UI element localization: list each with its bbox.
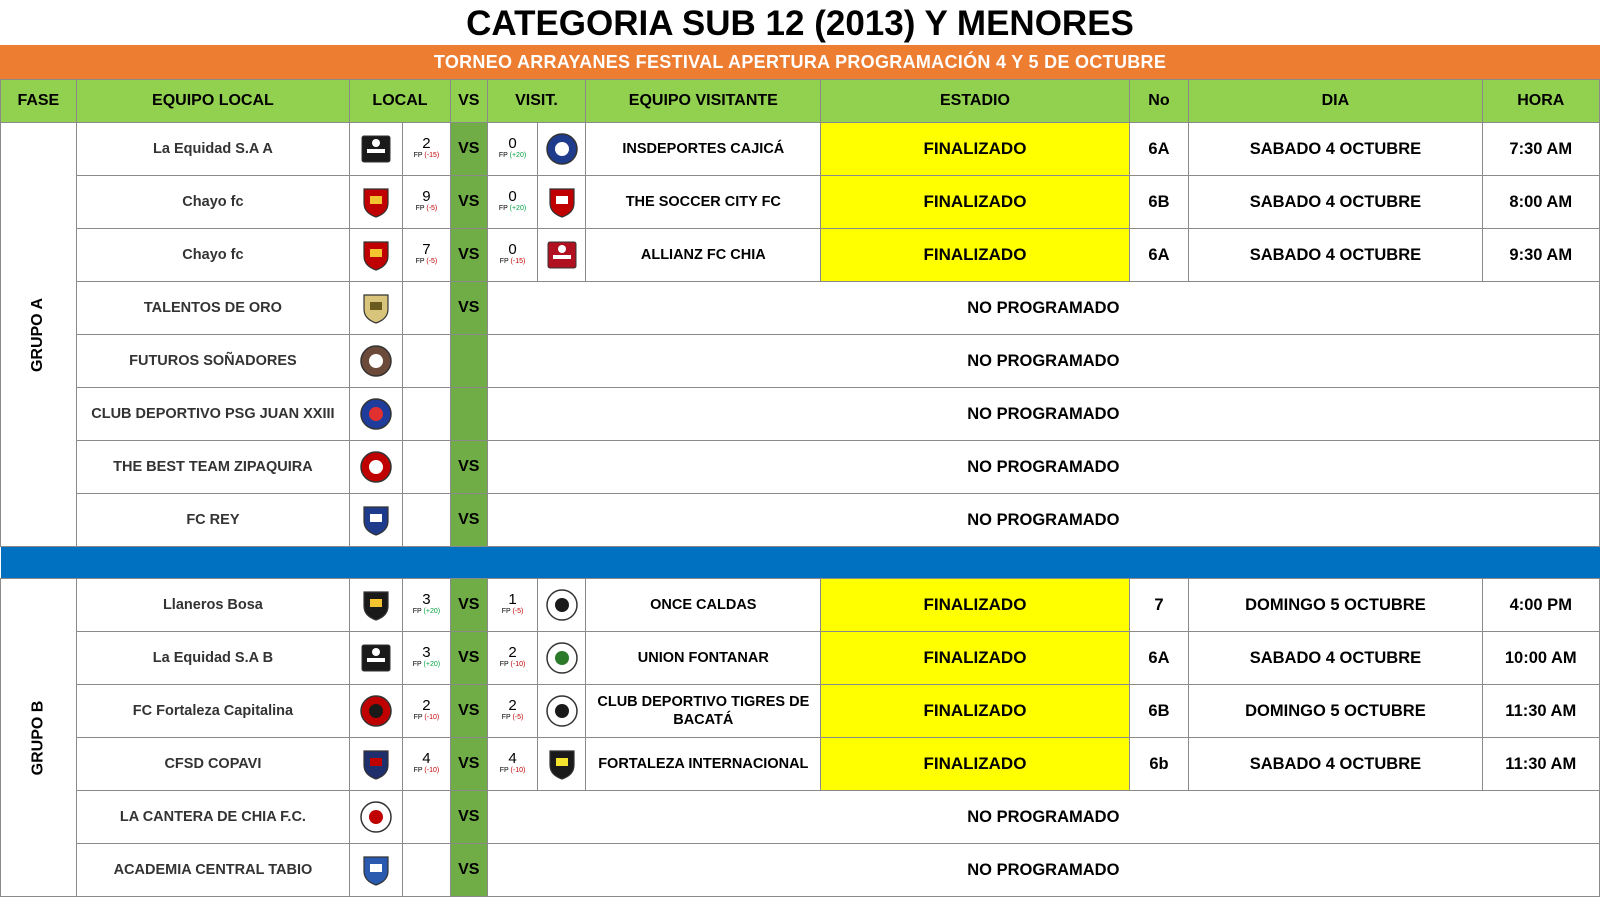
group-label: GRUPO A <box>29 297 47 372</box>
header-no: No <box>1129 80 1189 123</box>
field-number: 6B <box>1129 685 1189 738</box>
fair-play-value: (-15) <box>510 257 526 265</box>
match-status: FINALIZADO <box>821 685 1129 738</box>
visit-score: 0 FP (-15) <box>487 229 538 282</box>
match-row <box>1 791 1600 844</box>
match-status: FINALIZADO <box>821 229 1129 282</box>
match-row <box>1 441 1600 494</box>
match-time: 10:00 AM <box>1482 632 1599 685</box>
field-number: 6B <box>1129 176 1189 229</box>
vs-label: VS <box>450 441 487 494</box>
local-logo-cell <box>350 282 403 335</box>
visit-score: 1 FP (-5) <box>487 579 538 632</box>
vs-label: VS <box>450 494 487 547</box>
equidad-crest-icon <box>359 641 393 675</box>
header-row <box>1 80 1600 123</box>
cantera-crest-icon <box>359 800 393 834</box>
match-day: SABADO 4 OCTUBRE <box>1189 229 1482 282</box>
match-day: SABADO 4 OCTUBRE <box>1189 123 1482 176</box>
visit-score: 2 FP (-10) <box>487 632 538 685</box>
match-row <box>1 176 1600 229</box>
local-logo-cell <box>350 844 403 897</box>
allianz-crest-icon <box>545 238 579 272</box>
local-team-name: CLUB DEPORTIVO PSG JUAN XXIII <box>76 388 350 441</box>
match-status: NO PROGRAMADO <box>487 282 1599 335</box>
fair-play-value: (-5) <box>512 607 524 615</box>
local-score: 9 FP (-5) <box>403 176 451 229</box>
match-row <box>1 335 1600 388</box>
local-team-name: CFSD COPAVI <box>76 738 350 791</box>
visit-score: 0 FP (+20) <box>487 176 538 229</box>
chayo-crest-icon <box>359 185 393 219</box>
field-number: 6A <box>1129 229 1189 282</box>
match-time: 8:00 AM <box>1482 176 1599 229</box>
match-row <box>1 123 1600 176</box>
once-caldas-crest-icon <box>545 588 579 622</box>
local-logo-cell <box>350 791 403 844</box>
match-row <box>1 685 1600 738</box>
header-local: LOCAL <box>350 80 451 123</box>
match-time: 11:30 AM <box>1482 738 1599 791</box>
match-status: FINALIZADO <box>821 579 1129 632</box>
local-team-name: Chayo fc <box>76 176 350 229</box>
group-a-body <box>1 123 1600 547</box>
match-day: SABADO 4 OCTUBRE <box>1189 176 1482 229</box>
match-status: NO PROGRAMADO <box>487 335 1599 388</box>
visit-team-name: INSDEPORTES CAJICÁ <box>586 123 821 176</box>
local-score <box>403 494 451 547</box>
fair-play-value: (+20) <box>423 660 441 668</box>
local-team-name: La Equidad S.A A <box>76 123 350 176</box>
match-row <box>1 388 1600 441</box>
local-team-name: LA CANTERA DE CHIA F.C. <box>76 791 350 844</box>
visit-logo-cell <box>538 632 586 685</box>
match-row <box>1 494 1600 547</box>
local-logo-cell <box>350 441 403 494</box>
soccer-city-crest-icon <box>545 185 579 219</box>
vs-label: VS <box>450 685 487 738</box>
local-team-name: Chayo fc <box>76 229 350 282</box>
match-status: NO PROGRAMADO <box>487 388 1599 441</box>
page-title: CATEGORIA SUB 12 (2013) Y MENORES <box>466 4 1134 43</box>
fair-play-value: (-10) <box>510 766 526 774</box>
match-row <box>1 632 1600 685</box>
header-time: HORA <box>1482 80 1599 123</box>
visit-logo-cell <box>538 738 586 791</box>
local-score: 2 FP (-10) <box>403 685 451 738</box>
psg-crest-icon <box>359 397 393 431</box>
local-logo-cell <box>350 335 403 388</box>
fc-rey-crest-icon <box>359 503 393 537</box>
fortaleza-capitalina-crest-icon <box>359 694 393 728</box>
header-vs: VS <box>450 80 487 123</box>
field-number: 7 <box>1129 579 1189 632</box>
match-status: FINALIZADO <box>821 123 1129 176</box>
copavi-crest-icon <box>359 747 393 781</box>
fair-play-value: (-5) <box>426 257 438 265</box>
match-day: DOMINGO 5 OCTUBRE <box>1189 685 1482 738</box>
local-logo-cell <box>350 632 403 685</box>
match-row <box>1 579 1600 632</box>
local-score: 3 FP (+20) <box>403 579 451 632</box>
match-row <box>1 229 1600 282</box>
visit-team-name: CLUB DEPORTIVO TIGRES DE BACATÁ <box>586 685 821 738</box>
local-score: 4 FP (-10) <box>403 738 451 791</box>
fair-play-value: (+20) <box>509 151 527 159</box>
tigres-bacata-crest-icon <box>545 694 579 728</box>
vs-label <box>450 388 487 441</box>
match-row <box>1 738 1600 791</box>
visit-logo-cell <box>538 685 586 738</box>
visit-score: 4 FP (-10) <box>487 738 538 791</box>
fair-play-value: (-10) <box>510 660 526 668</box>
group-label-cell <box>1 579 77 897</box>
match-status: NO PROGRAMADO <box>487 844 1599 897</box>
local-score <box>403 335 451 388</box>
best-team-crest-icon <box>359 450 393 484</box>
field-number: 6b <box>1129 738 1189 791</box>
group-separator <box>1 547 1600 579</box>
insdeportes-crest-icon <box>545 132 579 166</box>
match-time: 4:00 PM <box>1482 579 1599 632</box>
group-label: GRUPO B <box>29 700 47 775</box>
local-team-name: FC REY <box>76 494 350 547</box>
union-fontanar-crest-icon <box>545 641 579 675</box>
local-logo-cell <box>350 738 403 791</box>
fair-play-value: (+20) <box>423 607 441 615</box>
tournament-banner: TORNEO ARRAYANES FESTIVAL APERTURA PROGRAMACIÓN 4 Y 5 DE OCTUBRE <box>0 45 1600 79</box>
local-score <box>403 282 451 335</box>
fair-play-value: (-10) <box>424 713 440 721</box>
visit-score: 0 FP (+20) <box>487 123 538 176</box>
local-score <box>403 388 451 441</box>
header-day: DIA <box>1189 80 1482 123</box>
vs-label: VS <box>450 579 487 632</box>
visit-team-name: THE SOCCER CITY FC <box>586 176 821 229</box>
local-score <box>403 441 451 494</box>
match-day: SABADO 4 OCTUBRE <box>1189 738 1482 791</box>
local-logo-cell <box>350 176 403 229</box>
header-fase: FASE <box>1 80 77 123</box>
header-local-team: EQUIPO LOCAL <box>76 80 350 123</box>
academia-tabio-crest-icon <box>359 853 393 887</box>
match-time: 9:30 AM <box>1482 229 1599 282</box>
local-team-name: Llaneros Bosa <box>76 579 350 632</box>
match-time: 7:30 AM <box>1482 123 1599 176</box>
local-score <box>403 844 451 897</box>
visit-logo-cell <box>538 123 586 176</box>
local-score: 7 FP (-5) <box>403 229 451 282</box>
fair-play-value: (-5) <box>512 713 524 721</box>
visit-team-name: ONCE CALDAS <box>586 579 821 632</box>
chayo-crest-icon <box>359 238 393 272</box>
talentos-crest-icon <box>359 291 393 325</box>
local-team-name: TALENTOS DE ORO <box>76 282 350 335</box>
local-score: 2 FP (-15) <box>403 123 451 176</box>
visit-logo-cell <box>538 579 586 632</box>
match-time: 11:30 AM <box>1482 685 1599 738</box>
fortaleza-internacional-crest-icon <box>545 747 579 781</box>
local-logo-cell <box>350 229 403 282</box>
fair-play-value: (-10) <box>424 766 440 774</box>
field-number: 6A <box>1129 632 1189 685</box>
match-status: NO PROGRAMADO <box>487 791 1599 844</box>
header-visit-team: EQUIPO VISITANTE <box>586 80 821 123</box>
visit-score: 2 FP (-5) <box>487 685 538 738</box>
group-separator-bar <box>1 547 1600 579</box>
local-logo-cell <box>350 494 403 547</box>
match-day: DOMINGO 5 OCTUBRE <box>1189 579 1482 632</box>
local-logo-cell <box>350 388 403 441</box>
visit-team-name: UNION FONTANAR <box>586 632 821 685</box>
vs-label: VS <box>450 123 487 176</box>
vs-label: VS <box>450 282 487 335</box>
vs-label: VS <box>450 229 487 282</box>
match-row <box>1 282 1600 335</box>
match-status: FINALIZADO <box>821 738 1129 791</box>
match-row <box>1 844 1600 897</box>
match-status: NO PROGRAMADO <box>487 441 1599 494</box>
group-label-cell <box>1 123 77 547</box>
local-score <box>403 791 451 844</box>
vs-label: VS <box>450 844 487 897</box>
match-status: FINALIZADO <box>821 176 1129 229</box>
match-status: FINALIZADO <box>821 632 1129 685</box>
header-stadium: ESTADIO <box>821 80 1129 123</box>
local-team-name: FC Fortaleza Capitalina <box>76 685 350 738</box>
vs-label: VS <box>450 176 487 229</box>
local-team-name: La Equidad S.A B <box>76 632 350 685</box>
vs-label: VS <box>450 738 487 791</box>
visit-team-name: FORTALEZA INTERNACIONAL <box>586 738 821 791</box>
vs-label: VS <box>450 632 487 685</box>
visit-logo-cell <box>538 229 586 282</box>
local-logo-cell <box>350 123 403 176</box>
match-day: SABADO 4 OCTUBRE <box>1189 632 1482 685</box>
visit-team-name: ALLIANZ FC CHIA <box>586 229 821 282</box>
fair-play-value: (-15) <box>424 151 440 159</box>
local-team-name: THE BEST TEAM ZIPAQUIRA <box>76 441 350 494</box>
vs-label <box>450 335 487 388</box>
llaneros-crest-icon <box>359 588 393 622</box>
fair-play-value: (-5) <box>426 204 438 212</box>
vs-label: VS <box>450 791 487 844</box>
local-team-name: FUTUROS SOÑADORES <box>76 335 350 388</box>
group-b-body <box>1 579 1600 897</box>
equidad-crest-icon <box>359 132 393 166</box>
local-score: 3 FP (+20) <box>403 632 451 685</box>
fair-play-value: (+20) <box>509 204 527 212</box>
futuros-crest-icon <box>359 344 393 378</box>
field-number: 6A <box>1129 123 1189 176</box>
header-visit: VISIT. <box>487 80 586 123</box>
match-status: NO PROGRAMADO <box>487 494 1599 547</box>
local-logo-cell <box>350 685 403 738</box>
visit-logo-cell <box>538 176 586 229</box>
local-team-name: ACADEMIA CENTRAL TABIO <box>76 844 350 897</box>
schedule-table <box>0 79 1600 897</box>
local-logo-cell <box>350 579 403 632</box>
